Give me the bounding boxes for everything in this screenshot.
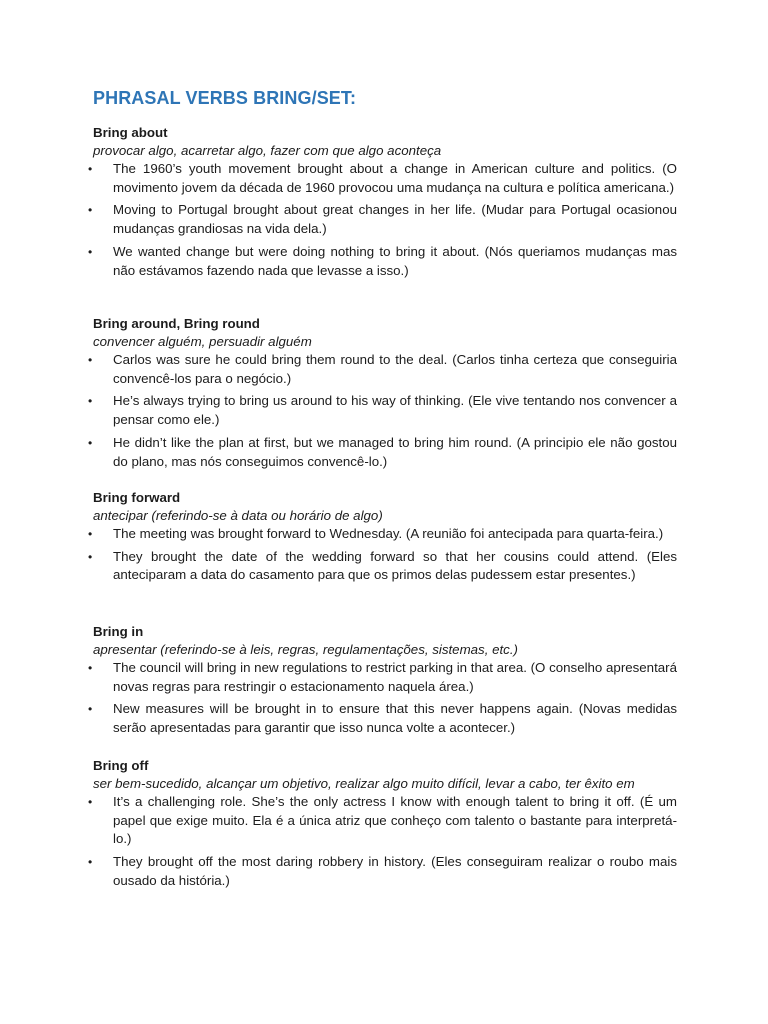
bullet-icon: • [88,244,93,259]
bullet-icon: • [88,549,93,564]
example-text: He’s always trying to bring us around to his way of thinking. (Ele vive tentando nos convencer a pensar como ele.) [113,393,677,428]
example-item [88,243,677,280]
example-text: Carlos was sure he could bring them round to the deal. (Carlos tinha certeza que conseguiria convencê-los para o negócio.) [113,352,677,386]
example-text: The council will bring in new regulations to restrict parking in that area. (O conselho apresentará novas regras para restringir o estacionamento naquela área.) [113,660,677,694]
example-text: Moving to Portugal brought about great changes in her life. (Mudar para Portugal ocasionou mudanças grandiosas na vida dela.) [113,202,677,237]
bullet-icon: • [88,435,93,450]
example-item [88,434,677,471]
section-bring-forward [88,489,677,589]
example-text: He didn’t like the plan at first, but we managed to bring him round. (A principio ele não gostou do plano, mas nós conseguimos convencê-lo.) [113,434,677,469]
example-list [88,525,677,585]
example-text: They brought off the most daring robbery in history. (Eles conseguiram realizar o roubo mais ousado da história.) [113,854,677,888]
example-item [88,351,677,388]
section-term: Bring off [93,758,149,773]
section-term: Bring forward [93,490,181,505]
example-item [88,659,677,696]
bullet-icon: • [88,702,93,717]
bullet-icon: • [88,795,93,809]
example-item [88,548,677,585]
example-text: It’s a challenging role. She’s the only actress I know with enough talent to bring it off. (É um papel que exige muito. Ela é a única atriz que conheço com talento o bastante para interpretá-lo.) [113,794,677,847]
section-meaning: apresentar (referindo-se à leis, regras, regulamentações, sistemas, etc.) [93,642,518,657]
example-item [88,793,677,849]
example-text: New measures will be brought in to ensure that this never happens again. (Novas medidas serão apresentadas para garantir que isso nunca volte a acontecer.) [113,701,677,736]
example-item [88,201,677,238]
bullet-icon: • [88,661,93,675]
example-item [88,525,677,544]
example-list [88,793,677,891]
section-meaning: provocar algo, acarretar algo, fazer com que algo aconteça [93,143,442,158]
example-text: They brought the date of the wedding forward so that her cousins could attend. (Eles anteciparam a data do casamento para que os primos delas pudessem estar presentes.) [113,548,677,583]
example-text: The 1960’s youth movement brought about a change in American culture and politics. (O movimento jovem da década de 1960 provocou uma mudança na cultura e política americana.) [113,161,677,195]
example-item [88,853,677,890]
example-item [88,160,677,197]
bullet-icon: • [88,203,93,218]
bullet-icon: • [88,527,93,541]
example-list [88,160,677,280]
example-text: The meeting was brought forward to Wednesday. (A reunião foi antecipada para quarta-feira.) [113,526,664,541]
section-term: Bring around, Bring round [93,316,260,331]
example-item [88,700,677,737]
section-bring-off [88,757,677,895]
bullet-icon: • [88,162,93,176]
section-bring-in [88,623,677,742]
section-meaning: ser bem-sucedido, alcançar um objetivo, realizar algo muito difícil, levar a cabo, ter êxito em [93,776,635,791]
example-item [88,392,677,429]
section-meaning: convencer alguém, persuadir alguém [93,334,312,349]
section-term: Bring in [93,624,144,639]
page-title: PHRASAL VERBS BRING/SET: [93,88,357,108]
bullet-icon: • [88,394,93,409]
section-term: Bring about [93,125,168,140]
example-list [88,659,677,738]
bullet-icon: • [88,855,93,870]
bullet-icon: • [88,353,93,367]
section-meaning: antecipar (referindo-se à data ou horário de algo) [93,508,383,523]
section-bring-about [88,124,677,284]
example-text: We wanted change but were doing nothing to bring it about. (Nós queriamos mudanças mas não estávamos fazendo nada que levasse a isso.) [113,243,677,278]
section-bring-around [88,315,677,475]
example-list [88,351,677,471]
